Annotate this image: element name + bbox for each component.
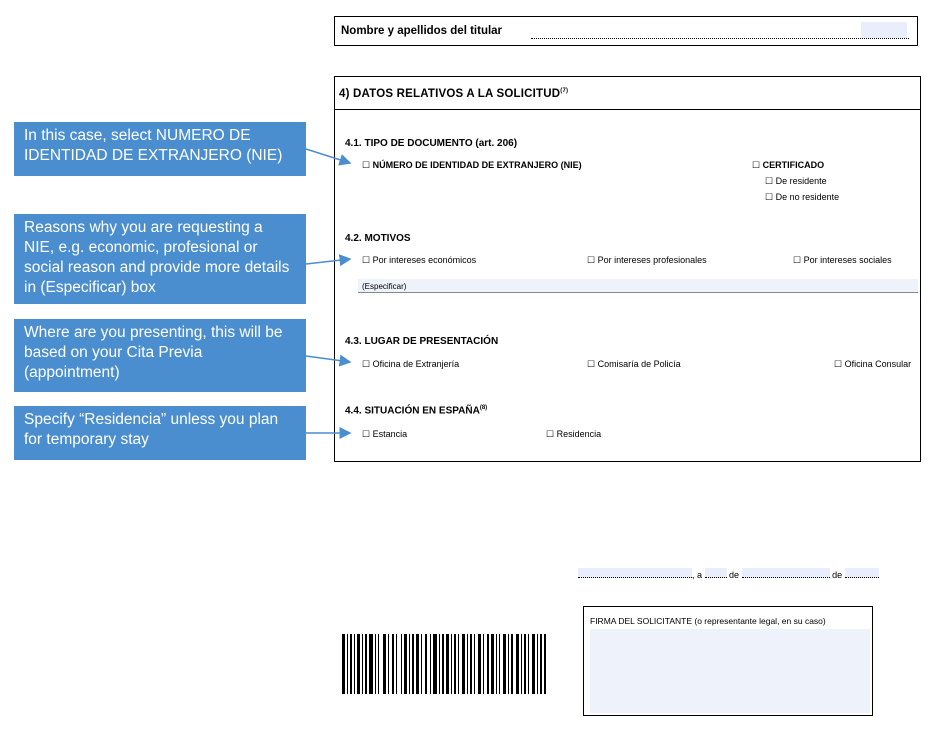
option-certificado-label: CERTIFICADO: [762, 160, 825, 170]
especificar-input[interactable]: [358, 279, 918, 292]
option-extranjeria[interactable]: [362, 359, 459, 370]
situacion-heading: [345, 405, 487, 416]
callout-lugar: Where are you presenting, this will be based on your Cita Previa (appointment): [14, 319, 306, 392]
motivos-heading: 4.2. MOTIVOS: [345, 233, 411, 244]
option-profesionales[interactable]: [587, 255, 707, 266]
checkbox-economicos[interactable]: ☐: [362, 255, 371, 265]
option-de-no-residente[interactable]: [765, 192, 839, 203]
option-comisaria-label: Comisaría de Policía: [597, 359, 681, 369]
checkbox-extranjeria[interactable]: ☐: [362, 359, 371, 369]
option-sociales[interactable]: [793, 255, 892, 266]
tipo-documento-heading: 4.1. TIPO DE DOCUMENTO (art. 206): [345, 138, 518, 149]
checkbox-comisaria[interactable]: ☐: [587, 359, 596, 369]
situacion-heading-note: (8): [479, 405, 488, 411]
titular-name-dotted-line: [531, 38, 909, 39]
checkbox-nie[interactable]: ☐: [362, 160, 371, 170]
especificar-underline: [358, 292, 918, 293]
section-4-title-note: (7): [560, 88, 569, 94]
option-nie[interactable]: [362, 160, 582, 171]
option-sociales-label: Por intereses sociales: [803, 255, 892, 265]
date-a-text: , a: [692, 570, 703, 580]
titular-name-input-area[interactable]: [861, 22, 907, 38]
option-extranjeria-label: Oficina de Extranjería: [372, 359, 460, 369]
date-month-input[interactable]: [742, 568, 830, 578]
date-day-input[interactable]: [705, 568, 727, 578]
option-residencia[interactable]: [546, 429, 601, 440]
callout-situacion: Specify “Residencia” unless you plan for temporary stay: [14, 406, 306, 460]
option-comisaria[interactable]: [587, 359, 681, 370]
checkbox-consular[interactable]: ☐: [834, 359, 843, 369]
checkbox-residencia[interactable]: ☐: [546, 429, 555, 439]
option-certificado[interactable]: [752, 160, 824, 171]
checkbox-sociales[interactable]: ☐: [793, 255, 802, 265]
option-consular-label: Oficina Consular: [844, 359, 912, 369]
option-nie-label: NÚMERO DE IDENTIDAD DE EXTRANJERO (NIE): [372, 160, 582, 170]
titular-name-label: Nombre y apellidos del titular: [341, 25, 503, 37]
option-de-residente-label: De residente: [775, 176, 827, 186]
lugar-heading: 4.3. LUGAR DE PRESENTACIÓN: [345, 336, 499, 347]
date-de1-text: de: [729, 570, 740, 580]
checkbox-certificado[interactable]: ☐: [752, 160, 761, 170]
barcode-image: [342, 634, 546, 694]
checkbox-profesionales[interactable]: ☐: [587, 255, 596, 265]
option-profesionales-label: Por intereses profesionales: [597, 255, 707, 265]
checkbox-de-no-residente[interactable]: ☐: [765, 192, 774, 202]
callout-motivos: Reasons why you are requesting a NIE, e.g. economic, profesional or social reason and provide more details in (Especificar) box: [14, 214, 306, 304]
date-place-line: [578, 568, 879, 580]
option-de-no-residente-label: De no residente: [775, 192, 840, 202]
option-de-residente[interactable]: [765, 176, 827, 187]
date-year-input[interactable]: [845, 568, 879, 578]
option-consular[interactable]: [834, 359, 911, 370]
section-4-title: 4) DATOS RELATIVOS A LA SOLICITUD$^{(7)}$: [339, 88, 569, 100]
checkbox-estancia[interactable]: ☐: [362, 429, 371, 439]
signature-area[interactable]: [590, 629, 870, 713]
signature-label: FIRMA DEL SOLICITANTE (o representante legal, en su caso): [590, 616, 826, 626]
option-economicos[interactable]: [362, 255, 476, 266]
option-economicos-label: Por intereses económicos: [372, 255, 477, 265]
option-estancia-label: Estancia: [372, 429, 408, 439]
signature-box: [583, 606, 873, 716]
especificar-label: (Especificar): [362, 282, 407, 291]
titular-name-field[interactable]: [334, 16, 918, 46]
callout-tipo-documento: In this case, select NUMERO DE IDENTIDAD DE EXTRANJERO (NIE): [14, 122, 306, 176]
option-residencia-label: Residencia: [556, 429, 602, 439]
date-place-input[interactable]: [578, 568, 692, 578]
situacion-heading-text: 4.4. SITUACIÓN EN ESPAÑA: [345, 405, 480, 417]
checkbox-de-residente[interactable]: ☐: [765, 176, 774, 186]
section-4-header: [335, 77, 920, 110]
date-de2-text: de: [832, 570, 843, 580]
option-estancia[interactable]: [362, 429, 407, 440]
